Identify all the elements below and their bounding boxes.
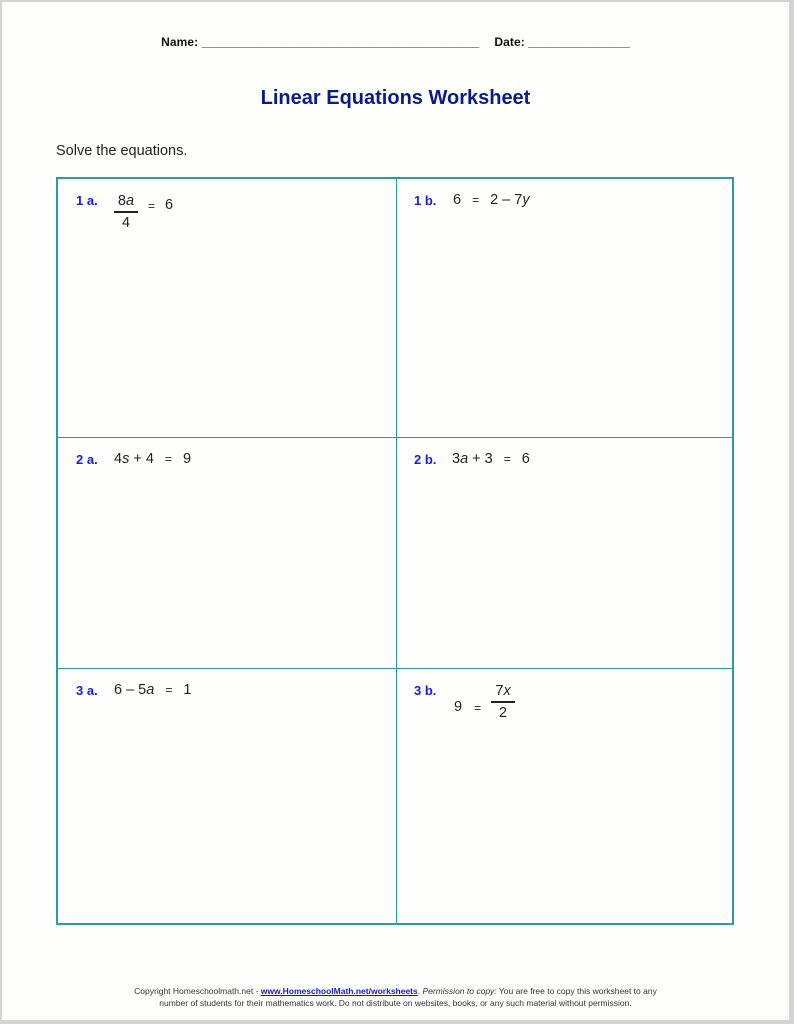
worksheet-page [2, 2, 789, 1020]
worksheets-link[interactable]: www.HomeschoolMath.net/worksheets [260, 986, 418, 996]
fraction: $\frac{7x}{2}$ [491, 683, 515, 721]
problem-cell-1a[interactable] [58, 179, 397, 438]
name-field[interactable]: _________________________________________ [201, 35, 480, 49]
date-label: Date: [494, 35, 525, 49]
equation: 9 = $\frac{7x}{2}$ [454, 681, 515, 721]
name-date-line [2, 35, 789, 49]
problem-label: 3 a. [76, 683, 98, 698]
name-label: Name: [161, 35, 199, 49]
problem-label: 1 b. [414, 193, 437, 208]
problem-label: 2 b. [414, 452, 437, 467]
equation: 6 – 5 a = 1 [114, 682, 192, 698]
problem-label: 1 a. [76, 193, 98, 208]
equation: 3 a + 3 = 6 [452, 451, 530, 467]
problem-label: 2 a. [76, 452, 98, 467]
problem-label: 3 b. [414, 683, 437, 698]
fraction: $\frac{8a}{4}$ [114, 193, 138, 231]
date-field[interactable]: _______________ [528, 35, 630, 49]
problem-cell-1b[interactable] [397, 179, 734, 438]
problem-grid [56, 177, 734, 925]
equation: 4 s + 4 = 9 [114, 451, 192, 467]
problem-cell-3b[interactable] [397, 669, 734, 923]
problem-cell-3a[interactable] [58, 669, 397, 923]
equation: 6 = 2 – 7 y [453, 192, 530, 208]
problem-cell-2b[interactable] [397, 438, 734, 669]
equation: $\frac{8a}{4}$ = 6 [114, 191, 173, 231]
instructions: Solve the equations. [56, 143, 188, 159]
page-title: Linear Equations Worksheet [260, 87, 531, 109]
copyright-footer: Copyright Homeschoolmath.net - www.HomeschoolMath.net/worksheets. Permission to copy: You are free to copy this worksheet to any number of students for their mathematics work. Do not distribute on websites, books, or any such material without permission. [134, 986, 657, 1008]
problem-cell-2a[interactable] [58, 438, 397, 669]
